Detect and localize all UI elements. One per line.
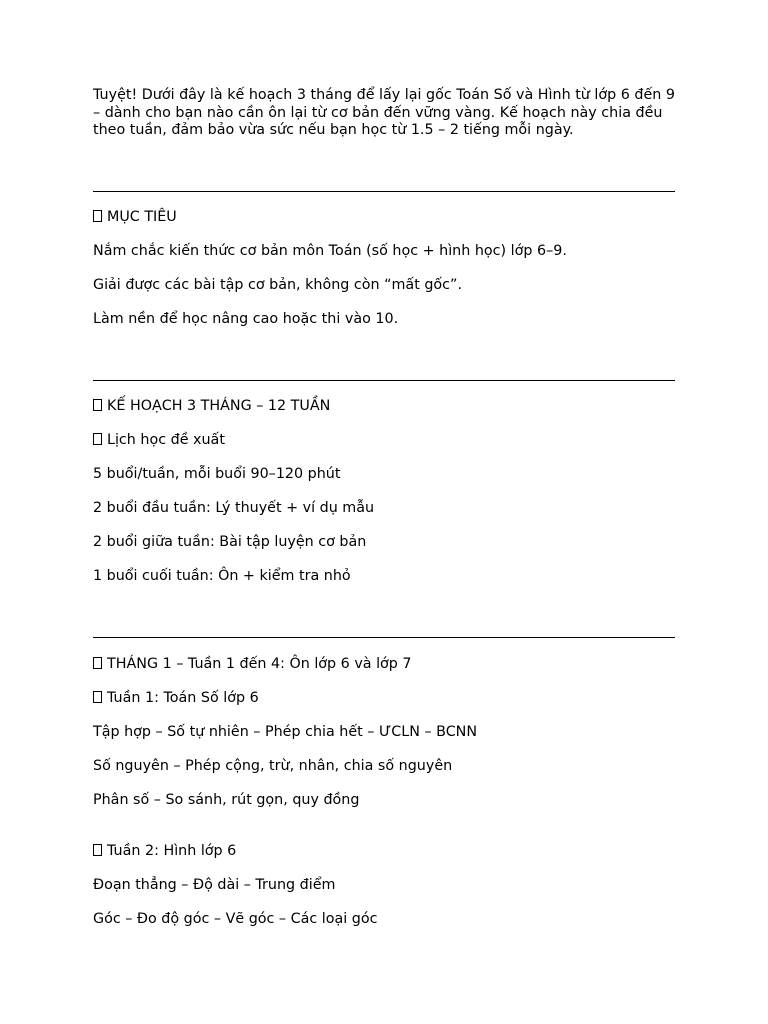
week1-item: Số nguyên – Phép cộng, trừ, nhân, chia số nguyên <box>93 758 453 774</box>
goals-heading: MỤC TIÊU <box>93 208 177 226</box>
week1-heading: Tuần 1: Toán Số lớp 6 <box>93 689 259 707</box>
missing-glyph-icon <box>93 844 102 856</box>
missing-glyph-icon <box>93 657 102 669</box>
week2-item: Góc – Đo độ góc – Vẽ góc – Các loại góc <box>93 911 378 927</box>
week1-item: Tập hợp – Số tự nhiên – Phép chia hết – ƯCLN – BCNN <box>93 724 478 740</box>
week1-item: Phân số – So sánh, rút gọn, quy đồng <box>93 792 360 808</box>
goal-item: Làm nền để học nâng cao hoặc thi vào 10. <box>93 311 399 327</box>
schedule-item: 2 buổi đầu tuần: Lý thuyết + ví dụ mẫu <box>93 500 375 516</box>
schedule-item: 1 buổi cuối tuần: Ôn + kiểm tra nhỏ <box>93 568 351 584</box>
schedule-item: 2 buổi giữa tuần: Bài tập luyện cơ bản <box>93 534 367 550</box>
missing-glyph-icon <box>93 399 102 411</box>
week2-item: Đoạn thẳng – Độ dài – Trung điểm <box>93 877 336 893</box>
goal-item: Giải được các bài tập cơ bản, không còn “mất gốc”. <box>93 277 462 293</box>
missing-glyph-icon <box>93 210 102 222</box>
missing-glyph-icon <box>93 691 102 703</box>
section-divider <box>93 380 675 381</box>
month1-heading: THÁNG 1 – Tuần 1 đến 4: Ôn lớp 6 và lớp 7 <box>93 655 412 673</box>
plan-heading: KẾ HOẠCH 3 THÁNG – 12 TUẦN <box>93 397 330 415</box>
schedule-item: 5 buổi/tuần, mỗi buổi 90–120 phút <box>93 466 341 482</box>
section-divider <box>93 191 675 192</box>
schedule-heading: Lịch học đề xuất <box>93 431 225 449</box>
missing-glyph-icon <box>93 433 102 445</box>
intro-paragraph: Tuyệt! Dưới đây là kế hoạch 3 tháng để lấy lại gốc Toán Số và Hình từ lớp 6 đến 9 – dành cho bạn nào cần ôn lại từ cơ bản đến vững vàng. Kế hoạch này chia đều theo tuần, đảm bảo vừa sức nếu bạn học từ 1.5 – 2 tiếng mỗi ngày. <box>93 87 675 138</box>
goal-item: Nắm chắc kiến thức cơ bản môn Toán (số học + hình học) lớp 6–9. <box>93 243 567 259</box>
section-divider <box>93 637 675 638</box>
week2-heading: Tuần 2: Hình lớp 6 <box>93 842 236 860</box>
